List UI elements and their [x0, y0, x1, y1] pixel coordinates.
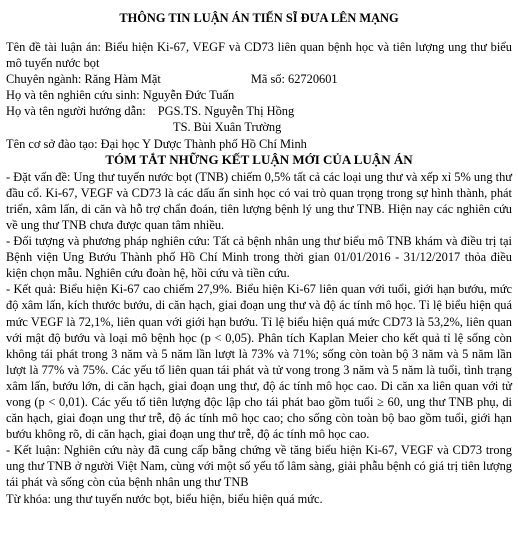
methods-paragraph: - Đối tượng và phương pháp nghiên cứu: Tất cả bệnh nhân ung thư biểu mô TNB khám và điều trị tại Bệnh viện Ung Bướu Thành phố Hồ Chí Minh trong thời gian 01/01/2016 - 31/12/2017 thỏa điều kiện chọn mẫu. Nghiên cứu đoàn hệ, hồi cứu và tiền cứu. — [6, 234, 512, 281]
student-name: Họ và tên nghiên cứu sinh: Nguyễn Đức Tuấn — [6, 88, 235, 103]
keywords: Từ khóa: ung thư tuyến nước bọt, biểu hiện, biểu hiện quá mức. — [6, 491, 323, 506]
summary-heading: TÓM TẮT NHỮNG KẾT LUẬN MỚI CỦA LUẬN ÁN — [105, 151, 413, 167]
code-label: Mã số: 62720601 — [250, 72, 338, 87]
advisor-row — [6, 103, 512, 119]
advisor-2: TS. Bùi Xuân Trường — [173, 120, 282, 135]
major-label: Chuyên ngành: Răng Hàm Mặt — [6, 72, 161, 87]
thesis-title: Tên đề tài luận án: Biểu hiện Ki-67, VEGF và CD73 liên quan bệnh học và tiên lượng ung thư biểu mô tuyến nước bọt — [6, 40, 512, 71]
advisor-label: Họ và tên người hướng dẫn: — [6, 104, 146, 119]
advisor-1: PGS.TS. Nguyễn Thị Hồng — [157, 104, 295, 119]
major-row — [6, 71, 512, 87]
document-title: THÔNG TIN LUẬN ÁN TIẾN SĨ ĐƯA LÊN MẠNG — [119, 11, 399, 25]
conclusion-paragraph: - Kết luận: Nghiên cứu này đã cung cấp bằng chứng về tăng biểu hiện Ki-67, VEGF và CD73 trong ung thư TNB ở người Việt Nam, cùng với một số yếu tố lâm sàng, giải phẫu bệnh có giá trị tiên lượng tái phát và sống còn của bệnh nhân ung thư TNB — [6, 443, 512, 490]
results-paragraph: - Kết quả: Biểu hiện Ki-67 cao chiếm 27,9%. Biểu hiện Ki-67 liên quan với tuổi, giới hạn bướu, mức độ xâm lấn, kích thước bướu, di căn hạch, giai đoạn ung thư và độ ác tính mô học. Tỉ lệ biểu hiện quá mức VEGF là 72,1%, liên quan với giới hạn bướu. Tỉ lệ biểu hiện quá mức CD73 là 53,2%, liên quan với mật độ bướu và loại mô bệnh học (p < 0,05). Phân tích Kaplan Meier cho kết quả tỉ lệ sống còn không tái phát trong 3 năm và 5 năm lần lượt là 73% và 71%; sống còn toàn bộ 3 năm và 5 năm lần lượt là 77% và 75%. Các yếu tố liên quan tái phát và tử vong trong 3 năm và 5 năm là tuổi, tình trạng xâm lấn, bướu lớn, di căn hạch, giai đoạn ung thư, độ ác tính mô học cao. Di căn xa liên quan với tử vong (p < 0,01). Các yếu tố tiên lượng độc lập cho tái phát bao gồm tuổi ≥ 60, ung thư TNB phụ, di căn hạch, giai đoạn ung thư trễ, độ ác tính mô học cao; cho sống còn toàn bộ bao gồm tuổi, giới hạn bướu không rõ, di căn hạch, giai đoạn ung thư trễ, độ ác tính mô học cao. — [6, 282, 512, 442]
background-paragraph: - Đặt vấn đề: Ung thư tuyến nước bọt (TNB) chiếm 0,5% tất cả các loại ung thư và xếp xỉ 5% ung thư đầu cổ. Ki-67, VEGF và CD73 là các dấu ấn sinh học có vai trò quan trọng trong sự hình thành, phát triển, xâm lấn, di căn và hỗ trợ chẩn đoán, tiên lượng bệnh lý ung thư TNB. Hiện nay các nghiên cứu về ung thư TNB chưa được quan tâm nhiều. — [6, 169, 512, 232]
institution: Tên cơ sở đào tạo: Đại học Y Dược Thành phố Hồ Chí Minh — [6, 136, 307, 151]
